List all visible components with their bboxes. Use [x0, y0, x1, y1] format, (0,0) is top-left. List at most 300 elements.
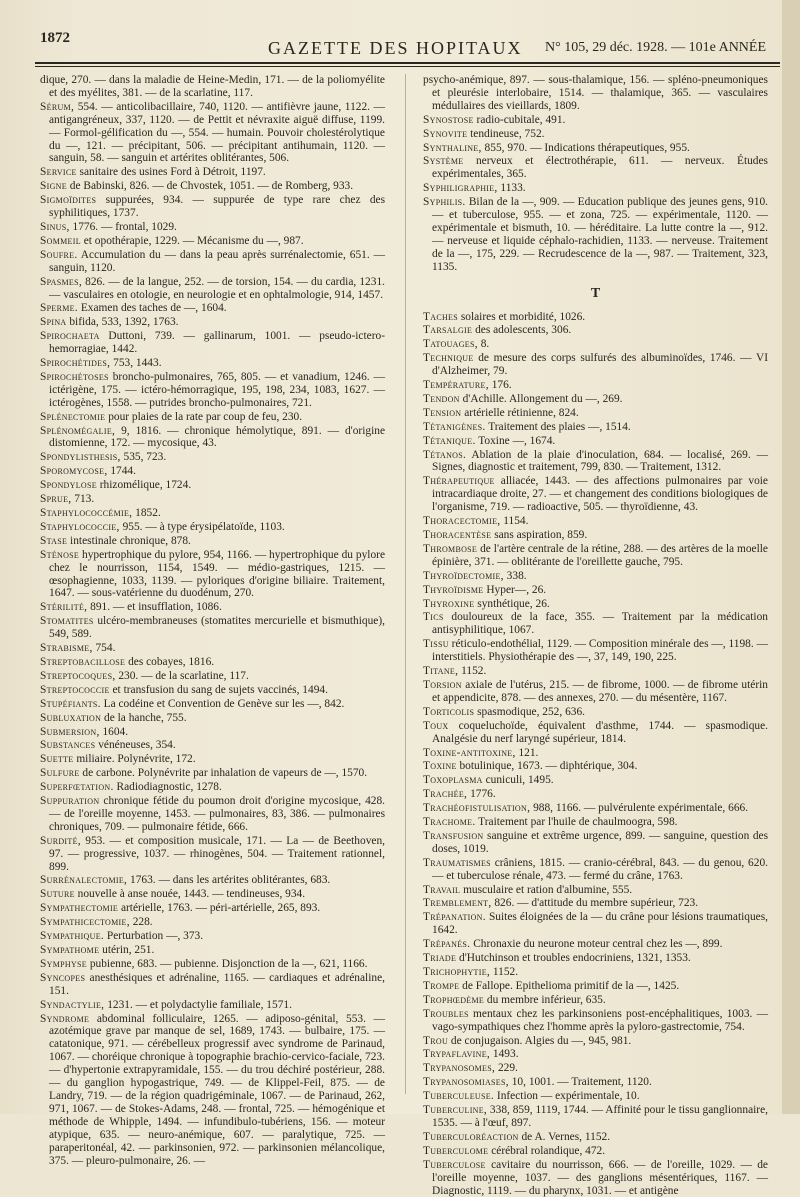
index-entry: [423, 435, 768, 448]
index-entry: [423, 311, 768, 324]
entry-text: miliaire. Polynévrite, 172.: [73, 753, 196, 766]
entry-heading: Spirochétides,: [40, 357, 111, 370]
entry-text: tendineuse, 752.: [467, 127, 545, 140]
index-entry: [423, 816, 768, 829]
index-entry: [40, 930, 385, 943]
entry-heading: Torsion: [423, 678, 462, 691]
entry-text: 535, 723.: [120, 451, 167, 464]
index-entry: [423, 788, 768, 801]
index-entry: [423, 802, 768, 815]
index-entry: [40, 601, 385, 614]
entry-heading: Streptococcie: [40, 683, 110, 696]
index-entry: [40, 902, 385, 915]
entry-heading: Staphylococcémie,: [40, 507, 133, 519]
issue-info: N° 105, 29 déc. 1928. — 101e ANNÉE: [545, 40, 767, 55]
index-entry: [423, 638, 768, 664]
entry-heading: Surrénalectomie,: [40, 874, 128, 887]
index-entry: [40, 479, 385, 492]
entry-heading: Trompe: [423, 979, 460, 992]
index-entry: [423, 1048, 768, 1061]
right-column: [423, 74, 768, 1197]
entry-heading: Tatouages,: [423, 338, 478, 351]
entry-text: Traitement par l'huile de chaulmoogra, 598.: [475, 816, 678, 829]
entry-heading: Toxine: [423, 760, 457, 773]
index-entry: [40, 549, 385, 601]
entry-text: 754.: [92, 642, 116, 655]
index-entry: [40, 507, 385, 520]
entry-text: 1493.: [490, 1048, 519, 1061]
entry-text: de Babinski, 826. — de Chvostek, 1051. — de Romberg, 933.: [66, 180, 354, 193]
entry-text: de carbone. Polynévrite par inhalation de vapeurs de —, 1570.: [79, 767, 368, 780]
entry-heading: Tétanique.: [423, 434, 476, 447]
entry-heading: Spina: [40, 316, 67, 329]
entry-text: Hyper—, 26.: [483, 583, 547, 596]
page-header: [0, 0, 800, 70]
index-entry: [40, 698, 385, 711]
entry-heading: Trypanosomiases,: [423, 1076, 509, 1089]
entry-text: Traitement des plaies —, 1514.: [485, 420, 631, 433]
index-entry: [423, 857, 768, 883]
entry-text: 9, 1816. — chronique hémolytique, 891. — d'origine distomienne, 172. — mycosique, 43.: [49, 424, 385, 450]
entry-text: 338.: [503, 569, 527, 582]
entry-text: de la hanche, 755.: [101, 711, 187, 724]
entry-heading: Synostose: [423, 113, 474, 126]
entry-heading: Splénectomie: [40, 410, 106, 423]
index-entry: [423, 966, 768, 979]
entry-heading: Streptobacillose: [40, 655, 126, 668]
entry-text: dique, 270. — dans la maladie de Heine-Medin, 171. — de la poliomyélite et des myélites, 381. — de la scarlatine, 117.: [40, 74, 385, 99]
entry-text: 8.: [477, 338, 490, 351]
left-column: [40, 74, 385, 1167]
entry-text: de Fallope. Epithelioma primitif de la —, 1425.: [459, 979, 680, 992]
entry-heading: Soufre.: [40, 248, 78, 261]
index-entry: [423, 706, 768, 719]
entry-text: 1154.: [500, 515, 529, 528]
entry-text: Accumulation du — dans la peau après surrénalectomie, 651. — sanguin, 1120.: [49, 248, 385, 274]
entry-text: et transfusion du sang de sujets vaccinés, 1494.: [109, 683, 328, 696]
index-entry: [423, 196, 768, 273]
entry-text: chronique fétide du poumon droit d'origine mycosique, 428. — de l'oreille moyenne, 1453. — pulmonaires, 83, 386. — pulmonaires chroniques, 709. — pulmonaire fétide, 666.: [49, 795, 385, 833]
entry-heading: Sympathectomie: [40, 902, 119, 915]
index-entry: [40, 642, 385, 655]
entry-heading: Thrombose: [423, 542, 478, 555]
index-entry: [423, 679, 768, 705]
section-letter: T: [590, 285, 601, 301]
entry-heading: Sérum,: [40, 100, 75, 113]
entry-text: 1744.: [107, 465, 136, 478]
entry-text: artérielle, 1763. — péri-artérielle, 265, 893.: [118, 902, 321, 915]
entry-text: Toxine —, 1674.: [475, 434, 556, 447]
index-entry: [423, 1035, 768, 1048]
entry-heading: Tics: [423, 611, 444, 624]
index-entry: [40, 656, 385, 669]
entry-heading: Sinus,: [40, 220, 70, 233]
entry-text: Infection — expérimentale, 10.: [494, 1090, 640, 1103]
entry-heading: Trépanation.: [423, 911, 486, 924]
index-entry: [40, 221, 385, 234]
entry-text: artérielle rétinienne, 824.: [461, 406, 579, 419]
entry-heading: Thoracectomie,: [423, 515, 501, 528]
entry-heading: Stase: [40, 534, 68, 547]
entry-text: 338, 859, 1119, 1744. — Affinité pour le tissu ganglionnaire, 1535. — à l'œuf, 897.: [432, 1104, 768, 1129]
entry-heading: Trachée,: [423, 788, 468, 801]
entry-text: intestinale chronique, 878.: [67, 534, 191, 547]
entry-heading: Thyroïdisme: [423, 583, 484, 596]
entry-heading: Thoracentèse: [423, 529, 492, 541]
index-entry: [40, 357, 385, 370]
index-entry: [423, 720, 768, 746]
index-entry: [40, 166, 385, 179]
entry-text: de l'artère centrale de la rétine, 288. — des artères de la moelle épinière, 371. — oblitérante de l'oreillette gauche, 795.: [432, 542, 768, 568]
entry-heading: Syphilis.: [423, 196, 466, 209]
entry-heading: Strabisme,: [40, 642, 93, 655]
entry-heading: Système: [423, 155, 464, 168]
entry-text: La codéine et Convention de Genève sur les —, 842.: [100, 697, 345, 710]
entry-text: 988, 1166. — pulvérulente expérimentale, 666.: [530, 802, 749, 815]
entry-text: Bilan de la —, 909. — Education publique des jeunes gens, 910. — et tuberculose, 955. — et zona, 725. — expérimentale, 1120. — expérimentale et bismuth, 10. — héréditaire. La lutte contre la —, 912. — nerveuse et liquide céphalo-rachidien, 1133. — nerveuse. Traitement de la —, 175, 229. — Recrudescence de la —, 987. — Traitement, 323, 1135.: [432, 196, 768, 273]
entry-text: 1133.: [497, 182, 526, 195]
entry-heading: Triade: [423, 952, 457, 965]
entry-text: sans aspiration, 859.: [491, 529, 588, 541]
index-entry: [423, 1131, 768, 1144]
entry-heading: Service: [40, 166, 77, 179]
entry-heading: Thyroxine: [423, 597, 475, 610]
entry-heading: Tuberculome: [423, 1144, 489, 1157]
index-entry: [40, 944, 385, 957]
entry-text: cuniculi, 1495.: [482, 774, 554, 787]
entry-heading: Thyroïdectomie,: [423, 569, 504, 582]
index-entry: [423, 665, 768, 678]
entry-heading: Subluxation: [40, 711, 102, 724]
entry-heading: Torticolis: [423, 705, 475, 718]
index-entry: [40, 712, 385, 725]
entry-text: hypertrophique du pylore, 954, 1166. — hypertrophique du pylore chez le nourrisson, 1154, 1549. — médio-gastriques, 1215. — œsophagienne, 1033, 1139. — pyloriques d'origine biliaire. Traitement, 1647. — sous-vatérienne du duodénum, 270.: [49, 548, 385, 600]
index-entry: [40, 493, 385, 506]
entry-heading: Toux: [423, 719, 449, 732]
index-entry: [40, 1013, 385, 1168]
entry-text: anesthésiques et adrénaline, 1165. — cardiaques et adrénaline, 151.: [49, 971, 385, 997]
entry-heading: Streptocoques,: [40, 669, 116, 682]
entry-text: Examen des taches de —, 1604.: [77, 302, 227, 315]
entry-heading: Sulfure: [40, 767, 80, 780]
index-entry: [423, 393, 768, 406]
header-rule: [35, 62, 780, 64]
entry-text: Perturbation —, 373.: [104, 930, 204, 943]
index-entry: [40, 411, 385, 424]
entry-heading: Sténose: [40, 548, 80, 561]
entry-text: des adolescents, 306.: [472, 324, 572, 337]
index-entry: [423, 1090, 768, 1103]
index-entry: [40, 684, 385, 697]
entry-heading: Syphiligraphie,: [423, 182, 498, 195]
entry-heading: Sprue,: [40, 493, 72, 506]
index-entry: [423, 114, 768, 127]
index-entry: [423, 324, 768, 337]
entry-text: réticulo-endothélial, 1129. — Composition minérale des —, 1198. — interstitiels. Physiothérapie des —, 37, 149, 190, 225.: [432, 638, 768, 664]
entry-heading: Sigmoïdites: [40, 194, 97, 207]
entry-heading: Trachéofistulisation,: [423, 802, 531, 815]
entry-text: 228.: [129, 916, 153, 929]
index-entry: [423, 1104, 768, 1130]
entry-heading: Syndactylie,: [40, 998, 105, 1011]
index-entry: [40, 795, 385, 834]
index-entry: [40, 972, 385, 998]
entry-text: 753, 1443.: [110, 357, 162, 370]
entry-text: pour plaies de la rate par coup de feu, 230.: [105, 410, 303, 423]
entry-heading: Température,: [423, 379, 489, 392]
entry-heading: Spirochétoses: [40, 370, 109, 383]
entry-text: 955. — à type érysipélatoïde, 1103.: [119, 520, 285, 533]
entry-text: botulinique, 1673. — diphtérique, 304.: [456, 760, 638, 773]
entry-heading: Sympathome: [40, 944, 100, 956]
entry-heading: Tension: [423, 406, 462, 419]
entry-heading: Trépanés.: [423, 938, 471, 951]
index-entry: [40, 465, 385, 478]
index-entry: [423, 774, 768, 787]
entry-heading: Troubles: [423, 1007, 469, 1020]
entry-text: 826. — de la langue, 252. — de torsion, 154. — du cardia, 1231. — vasculaires en otologie, en neurologie et en ophtalmologie, 914, 1457.: [49, 275, 385, 301]
entry-text: nouvelle à anse nouée, 1443. — tendineuses, 934.: [74, 888, 306, 901]
entry-heading: Staphylococcie,: [40, 520, 120, 533]
entry-heading: Traumatismes: [423, 856, 491, 869]
entry-heading: Tétanos.: [423, 448, 467, 461]
index-entry: [40, 330, 385, 356]
index-entry: [40, 888, 385, 901]
entry-text: 1776.: [467, 788, 496, 801]
index-entry: [423, 747, 768, 760]
entry-heading: Tissu: [423, 638, 449, 651]
entry-heading: Trou: [423, 1034, 449, 1047]
entry-text: synthétique, 26.: [474, 597, 550, 610]
index-entry: [40, 535, 385, 548]
entry-text: 230. — de la scarlatine, 117.: [115, 669, 249, 682]
entry-heading: Suppuration: [40, 795, 100, 808]
index-entry: [423, 142, 768, 155]
entry-heading: Toxine-antitoxine,: [423, 746, 516, 759]
index-entry: [423, 155, 768, 181]
entry-text: 891. — et insufflation, 1086.: [87, 601, 222, 614]
entry-text: utérin, 251.: [99, 944, 155, 956]
entry-text: coqueluchoïde, équivalent d'asthme, 1744. — spasmodique. Analgésie du nerf laryngé supérieur, 1814.: [432, 719, 768, 745]
entry-heading: Trachome.: [423, 816, 476, 829]
entry-text: 554. — anticolibacillaire, 740, 1120. — antifièvre jaune, 1122. — antigangréneux, 337, 1120. — de Pettit et névraxite aiguë diffuse, 1199. — Formol-gélification du —, 554. — humain. Pouvoir cholestérolytique du —, 121. — précipitant, 506. — précipitant antihumain, 1120. — sanguin, 58. — sanguin et artérites oblitérantes, 506.: [49, 100, 385, 165]
index-entry: [423, 994, 768, 1007]
entry-heading: Sympathique.: [40, 930, 105, 943]
entry-heading: Tarsalgie: [423, 324, 473, 337]
index-entry: [423, 980, 768, 993]
entry-heading: Submersion,: [40, 725, 100, 738]
index-entry: [40, 874, 385, 887]
index-entry: [423, 570, 768, 583]
entry-heading: Transfusion: [423, 829, 484, 842]
entry-text: bifida, 533, 1392, 1763.: [66, 316, 179, 329]
entry-heading: Travail: [423, 883, 461, 896]
entry-heading: Stérilité,: [40, 601, 88, 614]
entry-heading: Suture: [40, 888, 75, 901]
entry-heading: Symphyse: [40, 957, 87, 970]
entry-text: solaires et morbidité, 1026.: [457, 310, 586, 323]
entry-text: 1604.: [99, 725, 129, 738]
entry-text: Suites éloignées de la — du crâne pour lésions traumatiques, 1642.: [432, 911, 768, 937]
entry-text: 1152.: [458, 665, 487, 678]
index-entry: [423, 884, 768, 897]
entry-heading: Trypaflavine,: [423, 1048, 491, 1061]
index-entry: [40, 781, 385, 794]
entry-text: et opothérapie, 1229. — Mécanisme du —, 987.: [80, 234, 304, 247]
entry-text: douloureux de la face, 355. — Traitement par la médication antisyphilitique, 1067.: [432, 611, 768, 637]
index-entry: [423, 1008, 768, 1034]
entry-heading: Trichophytie,: [423, 966, 491, 978]
index-entry: [423, 897, 768, 910]
index-entry: [423, 407, 768, 420]
index-entry: [423, 1159, 768, 1197]
entry-heading: Splénomégalie,: [40, 424, 116, 437]
entry-heading: Syndrome: [40, 1012, 90, 1025]
header-rule-thin: [35, 66, 780, 67]
index-entry: [40, 194, 385, 220]
entry-heading: Suette: [40, 753, 74, 766]
entry-heading: Stomatites: [40, 615, 94, 628]
entry-heading: Sporomycose,: [40, 465, 108, 478]
index-entry: [423, 182, 768, 195]
entry-text: 10, 1001. — Traitement, 1120.: [508, 1076, 652, 1089]
index-entry: [40, 835, 385, 874]
entry-heading: Substances: [40, 739, 96, 752]
index-entry: [423, 449, 768, 475]
index-entry: [40, 615, 385, 641]
index-entry: [40, 235, 385, 248]
entry-heading: Spondylisthesis,: [40, 451, 121, 464]
entry-text: Ablation de la plaie d'inoculation, 684. — localisé, 269. — Signes, diagnostic et traitement, 799, 830. — Traitement, 1312.: [432, 448, 768, 474]
entry-text: rhizomélique, 1724.: [96, 479, 192, 492]
index-entry: [40, 180, 385, 193]
column-separator: [405, 74, 406, 1094]
index-entry: [40, 999, 385, 1012]
index-entry: [423, 379, 768, 392]
entry-heading: Technique: [423, 352, 474, 365]
entry-text: abdominal folliculaire, 1265. — adiposo-génital, 553. — azotémique grave par manque de sel, 1689, 1743. — bulbaire, 175. — catatonique, 971. — cérébelleux progressif avec syndrome de Parinaud, 1067. — choréique chronique à topographie brachio-cervico-faciale, 723. — d'hypertonie extrapyramidale, 155. — du trou déchiré postérieur, 288. — du ganglion hypogastrique, 749. — de Klippel-Feil, 875. — de Landry, 719. — de la région quadrigéminale, 1067. — de Parinaud, 262, 971, 1067. — de Stokes-Adams, 248. — frontal, 725. — hémogénique et méthode de Whipple, 1494. — infundibulo-tubériens, 156. — moteur atypique, 635. — neuro-anémique, 607. — paralytique, 725. — paraperitonéal, 42. — parkinsonien, 972. — parkinsonien mélancolique, 375. — pleuro-pulmonaire, 26. —: [49, 1012, 385, 1167]
entry-text: du membre inférieur, 635.: [484, 993, 606, 1006]
entry-text: 121.: [515, 746, 539, 759]
entry-heading: Superfœtation.: [40, 781, 114, 794]
entry-heading: Tremblement,: [423, 897, 492, 910]
entry-text: 713.: [71, 493, 95, 506]
index-entry: [423, 830, 768, 856]
entry-heading: Synovite: [423, 127, 468, 140]
entry-text: musculaire et ration d'albumine, 555.: [460, 883, 633, 896]
index-entry: [40, 767, 385, 780]
index-entry: [423, 952, 768, 965]
entry-text: 1763. — dans les artérites oblitérantes, 683.: [127, 874, 331, 887]
index-entry: [423, 475, 768, 514]
index-entry: [423, 598, 768, 611]
index-entry: [423, 74, 768, 113]
index-entry: [423, 911, 768, 937]
index-entry: [423, 611, 768, 637]
entry-text: 826. — d'attitude du membre supérieur, 723.: [491, 897, 699, 910]
entry-heading: Sommeil: [40, 234, 81, 247]
index-entry: [423, 938, 768, 951]
entry-text: broncho-pulmonaires, 765, 805. — et vanadium, 1246. — ictérigène, 175. — ictéro-hémorragique, 195, 198, 234, 1083, 1627. — ictérogènes, 1558. — putrides broncho-pulmonaires, 721.: [49, 370, 385, 409]
index-entry: [423, 352, 768, 378]
entry-text: ulcéro-membraneuses (stomatites mercurielle et bismuthique), 549, 589.: [49, 615, 385, 641]
entry-heading: Tuberculeuse.: [423, 1090, 495, 1103]
entry-text: psycho-anémique, 897. — sous-thalamique, 156. — spléno-pneumoniques et pleurésie interlobaire, 1514. — thalamique, 365. — vasculaires médullaires des vieillards, 1809.: [423, 74, 768, 112]
entry-text: Chronaxie du neurone moteur central chez les —, 899.: [470, 938, 723, 951]
page-number: 1872: [40, 30, 70, 46]
entry-heading: Sperme.: [40, 302, 78, 315]
entry-text: spasmodique, 252, 636.: [474, 705, 586, 718]
entry-text: de mesure des corps sulfurés des albuminoïdes, 1746. — VI d'Alzheimer, 79.: [432, 352, 768, 378]
entry-heading: Surdité,: [40, 834, 81, 847]
index-entry: [423, 760, 768, 773]
entry-text: pubienne, 683. — pubienne. Disjonction de la —, 621, 1166.: [86, 957, 368, 970]
entry-text: 1852.: [132, 507, 161, 519]
entry-text: 1231. — et polydactylie familiale, 1571.: [104, 998, 292, 1011]
index-entry: [423, 515, 768, 528]
entry-heading: Titane,: [423, 665, 459, 678]
entry-text: crâniens, 1815. — cranio-cérébral, 843. — du genou, 620. — et tuberculose rénale, 473. — fermé du crâne, 1763.: [432, 856, 768, 882]
entry-heading: Trophœdème: [423, 993, 485, 1006]
index-entry: [423, 1076, 768, 1089]
entry-text: 1152.: [490, 966, 519, 978]
entry-text: 1776. — frontal, 1029.: [69, 220, 177, 233]
index-entry: [40, 521, 385, 534]
entry-heading: Tendon: [423, 392, 460, 405]
index-entry: [423, 1062, 768, 1075]
entry-text: Radiodiagnostic, 1278.: [113, 781, 222, 794]
entry-text: de A. Vernes, 1152.: [518, 1130, 611, 1143]
entry-text: 176.: [488, 379, 512, 392]
index-entry: [40, 451, 385, 464]
entry-text: Duttoni, 739. — gallinarum, 1001. — pseudo-ictero-hemorragiae, 1442.: [49, 330, 385, 356]
entry-text: des cobayes, 1816.: [125, 655, 215, 668]
entry-heading: Toxoplasma: [423, 774, 483, 787]
entry-heading: Spondylose: [40, 479, 97, 492]
index-entry: [40, 316, 385, 329]
index-entry: [40, 753, 385, 766]
entry-text: alliacée, 1443. — des affections pulmonaires par voie intracardiaque droite, 27. — et changement des conditions biologiques de l'organisme, 719. — radioactive, 505. — thyroïdienne, 43.: [432, 475, 768, 514]
entry-heading: Thérapeutique: [423, 475, 495, 488]
entry-text: vénéneuses, 354.: [95, 739, 176, 752]
entry-heading: Spirochaeta: [40, 330, 100, 343]
entry-heading: Stupéfiants.: [40, 697, 101, 710]
entry-heading: Taches: [423, 310, 458, 323]
index-entry: [423, 338, 768, 351]
entry-text: 229.: [495, 1062, 518, 1075]
entry-text: sanguine et extrême urgence, 899. — sanguine, question des doses, 1019.: [432, 829, 768, 855]
index-entry: [40, 302, 385, 315]
entry-heading: Trypanosomes,: [423, 1062, 496, 1075]
index-entry: [40, 739, 385, 752]
index-entry: [40, 425, 385, 451]
entry-text: radio-cubitale, 491.: [473, 113, 566, 126]
entry-heading: Tuberculoréaction: [423, 1130, 519, 1143]
entry-text: de conjugaison. Algies du —, 945, 981.: [448, 1034, 632, 1047]
journal-title: GAZETTE DES HOPITAUX: [268, 38, 523, 58]
entry-text: suppurées, 934. — suppurée de type rare chez des syphilitiques, 1737.: [49, 194, 385, 220]
index-entry: [40, 958, 385, 971]
index-entry: [423, 421, 768, 434]
entry-heading: Spasmes,: [40, 275, 82, 288]
index-entry: [40, 371, 385, 410]
entry-text: d'Achille. Allongement du —, 269.: [459, 392, 623, 405]
entry-text: d'Hutchinson et troubles endocriniens, 1321, 1353.: [456, 952, 691, 965]
index-entry: [40, 74, 385, 100]
index-entry: [423, 543, 768, 569]
entry-text: mentaux chez les parkinsoniens post-encéphalitiques, 1003. — vago-sympathiques chez l'homme après la pyloro-gastrectomie, 754.: [432, 1007, 768, 1033]
index-entry: [40, 249, 385, 275]
